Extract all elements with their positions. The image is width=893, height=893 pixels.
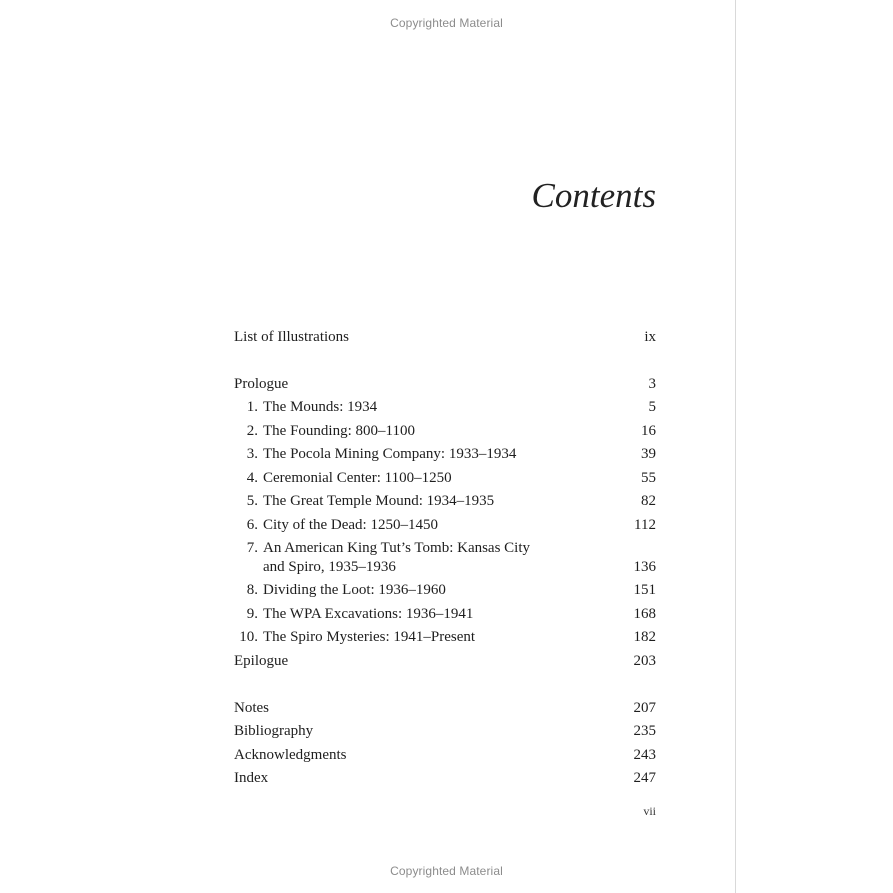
- chapter-number: 10.: [239, 629, 258, 645]
- page-title: Contents: [531, 176, 656, 215]
- toc-entry-page: 203: [633, 653, 656, 669]
- toc-entry-label: Bibliography: [234, 723, 314, 739]
- toc-chapter-7: [234, 539, 656, 577]
- toc-entry-page: 243: [633, 747, 656, 763]
- chapter-number: 4.: [246, 470, 258, 486]
- chapter-number: 1.: [246, 399, 258, 415]
- toc-entry-epilogue: [234, 652, 656, 671]
- page-edge-divider: [735, 0, 736, 893]
- toc-entry-notes: [234, 699, 656, 718]
- chapter-number: 9.: [246, 606, 258, 622]
- toc-entry-page: 235: [633, 723, 656, 739]
- toc-chapter-10: [234, 628, 656, 647]
- chapter-page: 151: [633, 582, 656, 598]
- chapter-title: The Great Temple Mound: 1934–1935: [263, 493, 495, 509]
- toc-entry-label: Index: [234, 770, 269, 786]
- chapter-title: The Founding: 800–1100: [263, 423, 415, 439]
- toc-entry-page: 3: [648, 376, 656, 392]
- chapter-page: 168: [633, 606, 656, 622]
- toc-entry-page: 207: [633, 700, 656, 716]
- chapter-title: The Spiro Mysteries: 1941–Present: [263, 629, 476, 645]
- chapter-number: 6.: [246, 517, 258, 533]
- toc-entry-index: [234, 769, 656, 788]
- chapter-page: 16: [641, 423, 656, 439]
- toc-entry-list-of-illustrations: [234, 328, 656, 347]
- chapter-number: 5.: [246, 493, 258, 509]
- toc-chapter-8: [234, 581, 656, 600]
- toc-entry-label: Notes: [234, 700, 269, 716]
- chapter-title: The Pocola Mining Company: 1933–1934: [263, 446, 517, 462]
- toc-entry-label: List of Illustrations: [234, 329, 349, 345]
- toc-chapter-4: [234, 469, 656, 488]
- chapter-title: The Mounds: 1934: [263, 399, 378, 415]
- toc-chapter-1: [234, 398, 656, 417]
- chapter-page: 136: [633, 559, 656, 575]
- toc-entry-bibliography: [234, 722, 656, 741]
- toc-chapter-5: [234, 492, 656, 511]
- chapter-page: 55: [641, 470, 656, 486]
- toc-entry-label: Acknowledgments: [234, 747, 347, 763]
- page-number: vii: [643, 804, 656, 818]
- chapter-title: Dividing the Loot: 1936–1960: [263, 582, 446, 598]
- chapter-page: 82: [641, 493, 656, 509]
- chapter-title-continued: and Spiro, 1935–1936: [263, 559, 396, 575]
- toc-entry-label: Prologue: [234, 376, 289, 392]
- toc-chapter-3: [234, 445, 656, 464]
- toc-entry-acknowledgments: [234, 746, 656, 765]
- toc-chapter-6: [234, 516, 656, 535]
- chapter-page: 39: [641, 446, 656, 462]
- toc-chapter-2: [234, 422, 656, 441]
- chapter-page: 182: [633, 629, 656, 645]
- chapter-page: 5: [648, 399, 656, 415]
- chapter-title: An American King Tut’s Tomb: Kansas City: [263, 540, 531, 556]
- chapter-number: 2.: [246, 423, 258, 439]
- toc-entry-page: 247: [633, 770, 656, 786]
- toc-entry-page: ix: [644, 329, 656, 345]
- copyright-watermark-top: Copyrighted Material: [390, 16, 503, 30]
- chapter-number: 7.: [246, 540, 258, 556]
- chapter-number: 3.: [246, 446, 258, 462]
- toc-chapter-9: [234, 605, 656, 624]
- chapter-number: 8.: [246, 582, 258, 598]
- chapter-page: 112: [634, 517, 656, 533]
- chapter-title: City of the Dead: 1250–1450: [263, 517, 438, 533]
- copyright-watermark-bottom: Copyrighted Material: [390, 864, 503, 878]
- chapter-title: Ceremonial Center: 1100–1250: [263, 470, 452, 486]
- toc-entry-label: Epilogue: [234, 653, 289, 669]
- chapter-title: The WPA Excavations: 1936–1941: [263, 606, 474, 622]
- toc-entry-prologue: [234, 375, 656, 394]
